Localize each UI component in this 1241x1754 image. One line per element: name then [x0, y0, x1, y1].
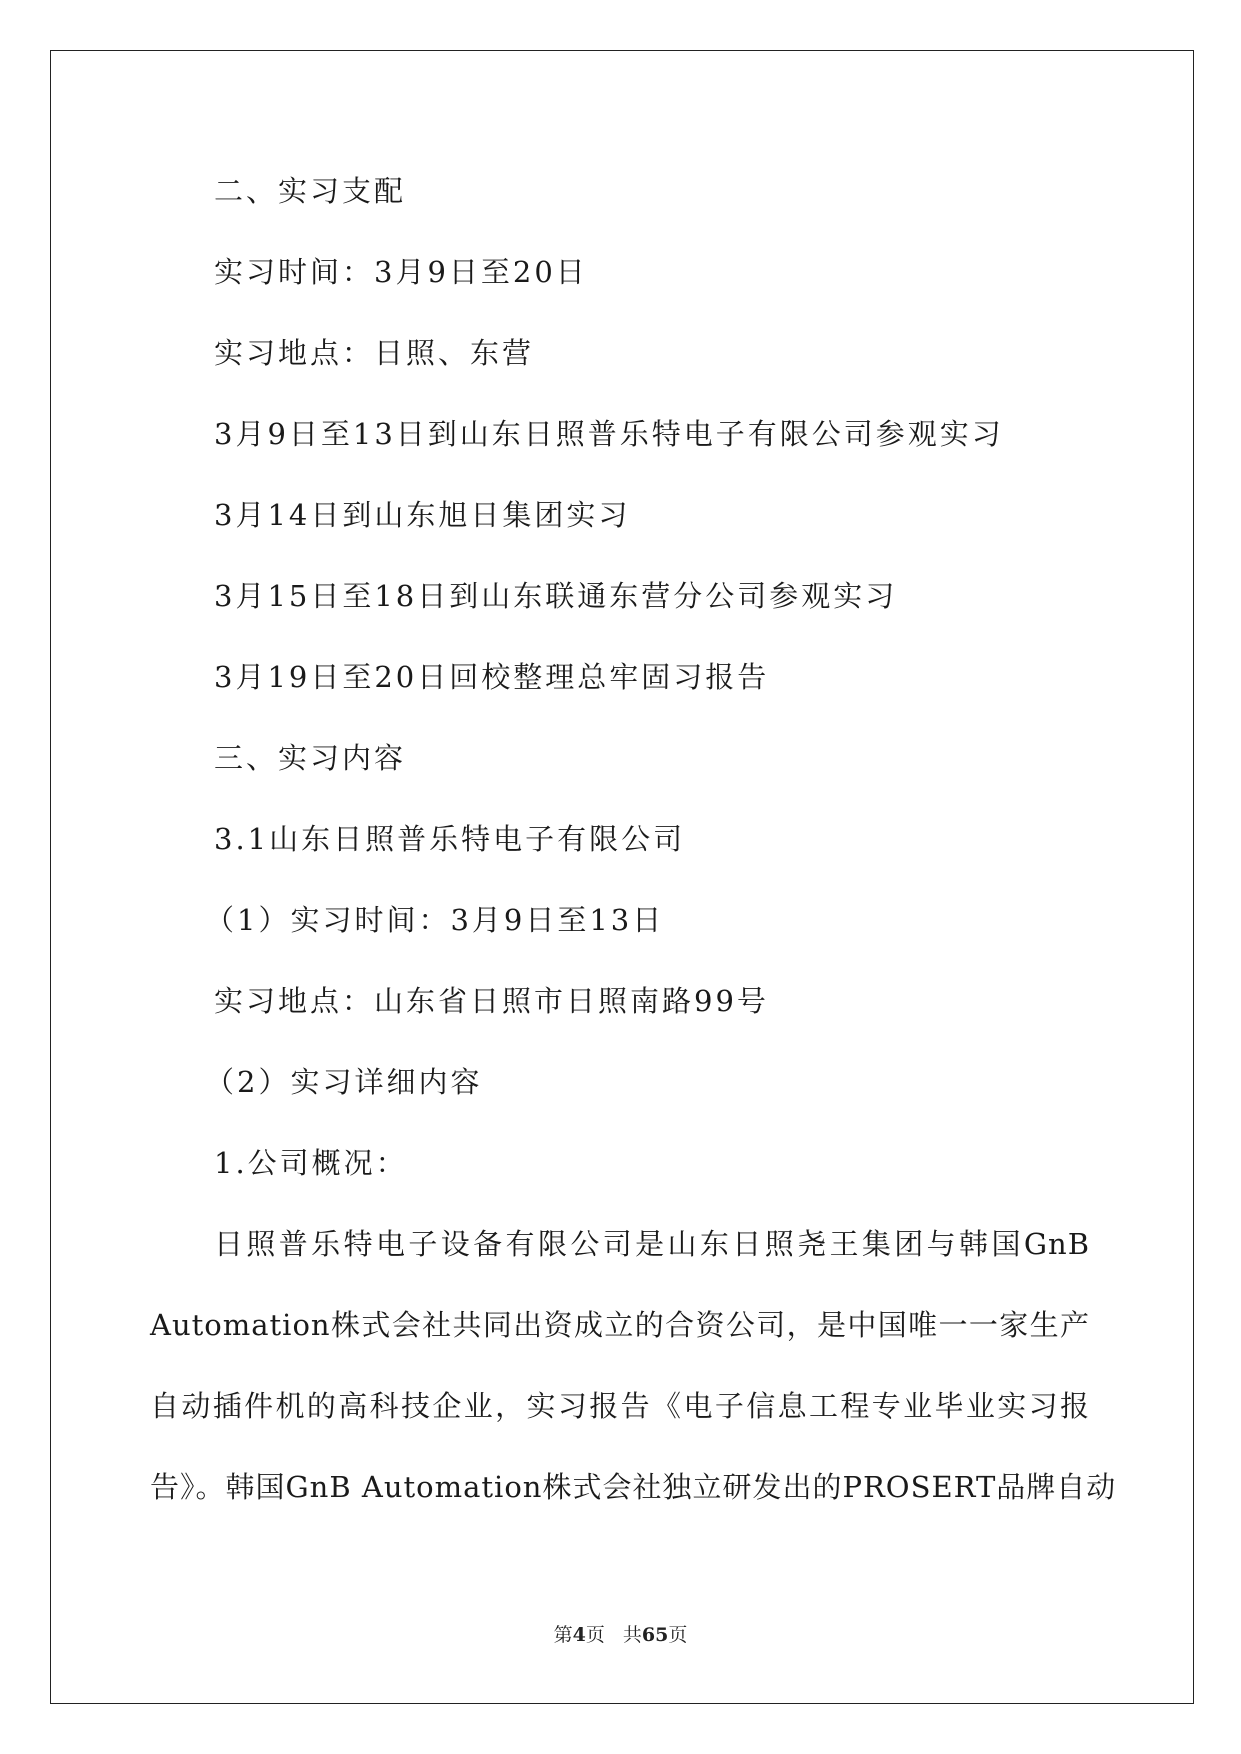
- paragraph-line: 告》。韩国GnB Automation株式会社独立研发出的PROSERT品牌自动: [150, 1470, 1117, 1504]
- heading-arrangement: 二、实习支配: [214, 174, 407, 208]
- heading-content: 三、实习内容: [214, 741, 407, 775]
- sub-item: （1）实习时间：3月9日至13日: [205, 903, 665, 937]
- page-footer: [0, 1623, 1241, 1647]
- footer-page-suffix: 页: [585, 1624, 605, 1646]
- footer-total-pages: 65: [641, 1624, 669, 1646]
- company-overview-heading: 1.公司概况：: [214, 1146, 408, 1180]
- footer-prefix: 第: [553, 1624, 573, 1646]
- schedule-item: 3月14日到山东旭日集团实习: [214, 498, 631, 532]
- footer-total-suffix: 页: [668, 1624, 688, 1646]
- schedule-item: 3月19日至20日回校整理总牢固习报告: [214, 660, 770, 694]
- internship-location: 实习地点：日照、东营: [214, 336, 535, 370]
- paragraph-line: 自动插件机的高科技企业，实习报告《电子信息工程专业毕业实习报: [150, 1389, 1090, 1423]
- schedule-item: 3月9日至13日到山东日照普乐特电子有限公司参观实习: [214, 417, 1004, 451]
- section-heading: 3.1山东日照普乐特电子有限公司: [214, 822, 686, 856]
- internship-time: 实习时间：3月9日至20日: [214, 255, 588, 289]
- sub-item: （2）实习详细内容: [205, 1065, 483, 1099]
- paragraph-line: 日照普乐特电子设备有限公司是山东日照尧王集团与韩国GnB: [214, 1227, 1090, 1261]
- paragraph-line: Automation株式会社共同出资成立的合资公司，是中国唯一一家生产: [150, 1308, 1090, 1342]
- schedule-item: 3月15日至18日到山东联通东营分公司参观实习: [214, 579, 898, 613]
- sub-item-location: 实习地点：山东省日照市日照南路99号: [214, 984, 769, 1018]
- page-border: [50, 50, 1194, 1704]
- footer-total-prefix: 共: [622, 1624, 642, 1646]
- footer-page-number: 4: [572, 1624, 586, 1646]
